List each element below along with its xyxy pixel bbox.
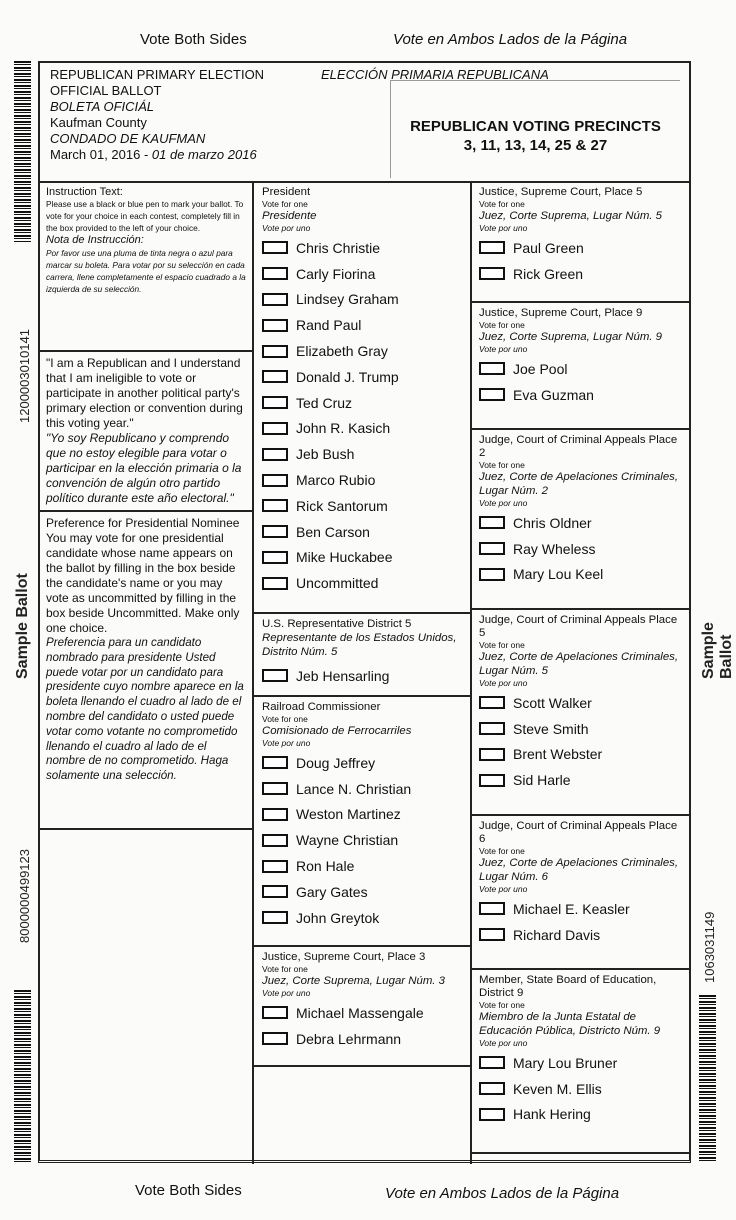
candidate-name: Rand Paul [296,317,362,334]
candidate-name: Michael Massengale [296,1004,424,1021]
vote-checkbox[interactable] [262,474,288,487]
candidate-option[interactable] [479,562,686,588]
instructions-column [40,182,254,1164]
candidate-option[interactable] [479,536,686,562]
side-number-right: 1063031149 [702,911,717,983]
candidate-option[interactable] [262,338,465,364]
race-title: Judge, Court of Criminal Appeals Place 6 [479,820,678,845]
vote-checkbox[interactable] [479,902,505,915]
vote-checkbox[interactable] [262,499,288,512]
vote-checkbox[interactable] [479,542,505,555]
candidate-option[interactable] [479,261,686,287]
candidate-option[interactable] [262,519,465,545]
candidate-name: Rick Santorum [296,497,388,514]
candidate-name: Jeb Bush [296,446,355,463]
preference-box [40,512,252,830]
candidate-option[interactable] [479,690,686,716]
vote-por: Vote por uno [262,738,311,748]
vote-por: Vote por uno [479,344,528,354]
candidate-name: Marco Rubio [296,472,376,489]
vote-por: Vote por uno [479,498,528,508]
candidate-option[interactable] [479,1102,686,1128]
candidate-option[interactable] [262,390,465,416]
candidate-name: Wayne Christian [296,832,399,849]
right-column [472,182,691,1164]
vote-checkbox[interactable] [262,551,288,564]
candidate-option[interactable] [479,767,686,793]
vote-checkbox[interactable] [479,362,505,375]
vote-checkbox[interactable] [262,756,288,769]
vote-checkbox[interactable] [262,669,288,682]
vote-por: Vote por uno [479,884,528,894]
race-supreme-court-place-5 [472,182,691,303]
header-official: OFFICIAL BALLOT [50,83,162,98]
sample-ballot-right: Sample Ballot [700,622,735,679]
race-supreme-court-place-9 [472,303,691,430]
race-title: U.S. Representative District 5 [262,618,412,630]
vote-checkbox[interactable] [262,525,288,538]
vote-por: Vote por uno [262,988,311,998]
candidate-name: Ray Wheless [513,540,596,557]
candidate-name: Ben Carson [296,523,370,540]
candidate-name: Mary Lou Keel [513,566,604,583]
vote-checkbox[interactable] [262,860,288,873]
vote-for: Vote for one [262,964,308,974]
candidate-option[interactable] [479,1076,686,1102]
candidate-option[interactable] [479,716,686,742]
vote-for: Vote for one [262,199,308,209]
vote-both-sides-top-es: Vote en Ambos Lados de la Página [393,31,628,48]
candidate-name: Hank Hering [513,1106,591,1123]
vote-checkbox[interactable] [262,345,288,358]
candidate-name: Rick Green [513,265,584,282]
race-criminal-appeals-place-6 [472,816,691,970]
vote-both-sides-bottom-es: Vote en Ambos Lados de la Página [385,1185,620,1202]
candidate-option[interactable] [262,853,465,879]
candidate-name: Keven M. Ellis [513,1080,602,1097]
candidate-option[interactable] [262,776,465,802]
vote-checkbox[interactable] [479,516,505,529]
candidate-option[interactable] [262,663,465,689]
precinct-title: REPUBLICAN VOTING PRECINCTS [410,118,661,135]
vote-for: Vote for one [479,199,525,209]
candidate-option[interactable] [479,896,686,922]
header-boleta: BOLETA OFICIÁL [50,99,155,114]
vote-checkbox[interactable] [262,808,288,821]
vote-checkbox[interactable] [262,293,288,306]
header-election: REPUBLICAN PRIMARY ELECTION [50,67,265,82]
vote-both-sides-bottom: Vote Both Sides [135,1182,242,1199]
candidate-name: Jeb Hensarling [296,667,390,684]
candidate-name: Donald J. Trump [296,368,399,385]
vote-checkbox[interactable] [479,241,505,254]
vote-checkbox[interactable] [262,422,288,435]
vote-por: Vote por uno [479,678,528,688]
vote-checkbox[interactable] [479,267,505,280]
vote-for: Vote for one [479,846,525,856]
race-president [254,182,470,614]
date-es: 01 de marzo 2016 [151,147,257,162]
vote-checkbox[interactable] [479,568,505,581]
vote-checkbox[interactable] [262,1032,288,1045]
vote-checkbox[interactable] [262,448,288,461]
candidate-name: Joe Pool [513,360,568,377]
candidate-name: Doug Jeffrey [296,754,376,771]
header-date [50,147,324,163]
candidate-name: Gary Gates [296,883,368,900]
candidate-option[interactable] [262,467,465,493]
race-title-es: Presidente [262,210,317,222]
race-title-es: Representante de los Estados Unidos, Distrito Núm. 5 [262,632,457,658]
vote-por: Vote por uno [479,1038,528,1048]
race-title: Justice, Supreme Court, Place 5 [479,186,643,198]
instruction-text: Please use a black or blue pen to mark your ballot. To vote for your choice in each contest, completely fill in the box provided to the left of your choice. [46,199,244,233]
candidate-name: Paul Green [513,239,584,256]
instruction-text-es: Por favor use una pluma de tinta negra o azul para marcar su boleta. Para votar por su selección en cada carrera, llene completamente el espacio cuadrado a la izquierda de su selección. [46,248,246,294]
candidate-option[interactable] [479,235,686,261]
candidate-name: Mike Huckabee [296,549,393,566]
vote-checkbox[interactable] [479,1108,505,1121]
candidate-option[interactable] [262,545,465,571]
vote-for: Vote for one [479,460,525,470]
sample-ballot-left: Sample Ballot [14,573,31,679]
race-state-board-education [472,970,691,1154]
candidate-name: Brent Webster [513,746,603,763]
middle-column [254,182,472,1164]
ballot-form [38,61,691,1163]
race-title-es: Comisionado de Ferrocarriles [262,725,412,737]
race-title-es: Juez, Corte Suprema, Lugar Núm. 3 [262,975,445,987]
vote-checkbox[interactable] [479,1056,505,1069]
candidate-name: Ron Hale [296,858,355,875]
candidate-option[interactable] [262,827,465,853]
candidate-name: John R. Kasich [296,420,391,437]
candidate-option[interactable] [262,416,465,442]
instruction-title: Instruction Text: [46,186,123,198]
instruction-box [40,182,252,352]
vote-for: Vote for one [262,714,308,724]
vote-checkbox[interactable] [479,774,505,787]
candidate-name: Scott Walker [513,694,592,711]
candidate-name: Sid Harle [513,772,571,789]
vote-for: Vote for one [479,640,525,650]
vote-checkbox[interactable] [479,928,505,941]
candidate-option[interactable] [262,905,465,931]
vote-checkbox[interactable] [479,748,505,761]
side-number-left-bottom: 8000000499123 [17,849,32,943]
precinct-numbers: 3, 11, 13, 14, 25 & 27 [463,137,608,154]
race-supreme-court-place-3 [254,947,470,1067]
candidate-option[interactable] [262,802,465,828]
candidate-option[interactable] [262,879,465,905]
candidate-option[interactable] [479,356,686,382]
race-title: Railroad Commissioner [262,701,381,713]
candidate-name: Eva Guzman [513,386,594,403]
preference-text-es: Preferencia para un candidato nombrado para presidente Usted puede votar por un candidato para presidente cuyo nombre aparece en la boleta llenando el cuadro al lado de el nombre del candidato o usted puede votar como votante no comprometido llenando el cuadro al lado de el nombre de no comprometido. Haga solamente una selección. [46,636,244,783]
candidate-option[interactable] [479,1050,686,1076]
vote-por: Vote por uno [262,223,311,233]
vote-for: Vote for one [479,1000,525,1010]
vote-checkbox[interactable] [479,722,505,735]
race-criminal-appeals-place-2 [472,430,691,610]
candidate-name: Carly Fiorina [296,265,376,282]
candidate-name: Chris Oldner [513,514,592,531]
vote-for: Vote for one [479,320,525,330]
race-title: President [262,186,311,198]
candidate-option[interactable] [262,1000,465,1026]
candidate-option[interactable] [262,570,465,596]
candidate-option[interactable] [262,235,465,261]
vote-checkbox[interactable] [262,782,288,795]
candidate-name: Weston Martinez [296,806,401,823]
candidate-option[interactable] [479,742,686,768]
pledge-text-es: "Yo soy Republicano y comprendo que no estoy elegible para votar o participar en la elección primaria o la convención de algún otro partido político durante este año electoral." [46,431,242,505]
race-title-es: Juez, Corte de Apelaciones Criminales, Lugar Núm. 6 [479,857,679,883]
vote-por: Vote por uno [479,223,528,233]
vote-checkbox[interactable] [262,319,288,332]
vote-checkbox[interactable] [262,241,288,254]
vote-checkbox[interactable] [262,267,288,280]
race-title: Judge, Court of Criminal Appeals Place 2 [479,434,678,459]
race-title-es: Miembro de la Junta Estatal de Educación Pública, Districto Núm. 9 [479,1011,661,1037]
race-title: Member, State Board of Education, District 9 [479,974,657,999]
candidate-option[interactable] [262,441,465,467]
candidate-option[interactable] [262,1026,465,1052]
candidate-option[interactable] [479,510,686,536]
precinct-box [390,80,680,178]
ballot-header-left [50,67,324,163]
vote-checkbox[interactable] [262,885,288,898]
header-election-es: ELECCIÓN PRIMARIA REPUBLICANA [321,67,549,82]
instruction-title-es: Nota de Instrucción: [46,234,144,246]
pledge-box [40,352,252,512]
candidate-name: Steve Smith [513,720,589,737]
race-title: Justice, Supreme Court, Place 3 [262,951,426,963]
candidate-name: John Greytok [296,909,380,926]
date-en: March 01, 2016 - [50,147,152,162]
barcode-bottom-right [699,995,716,1162]
race-title: Justice, Supreme Court, Place 9 [479,307,643,319]
barcode-bottom-left [14,990,31,1164]
race-title-es: Juez, Corte de Apelaciones Criminales, Lugar Núm. 2 [479,471,679,497]
candidate-name: Elizabeth Gray [296,343,388,360]
candidate-option[interactable] [262,261,465,287]
race-criminal-appeals-place-5 [472,610,691,816]
race-title-es: Juez, Corte Suprema, Lugar Núm. 5 [479,210,662,222]
vote-checkbox[interactable] [262,834,288,847]
candidate-name: Chris Christie [296,239,381,256]
header-county: Kaufman County [50,115,147,130]
candidate-name: Lance N. Christian [296,780,412,797]
vote-checkbox[interactable] [479,1082,505,1095]
vote-checkbox[interactable] [479,696,505,709]
barcode-top-left [14,61,31,242]
header-condado: CONDADO DE KAUFMAN [50,131,206,146]
candidate-name: Uncommitted [296,575,379,592]
candidate-name: Ted Cruz [296,394,353,411]
candidate-name: Michael E. Keasler [513,900,630,917]
race-us-representative [254,614,470,697]
vote-checkbox[interactable] [262,1006,288,1019]
vote-checkbox[interactable] [479,388,505,401]
vote-checkbox[interactable] [262,396,288,409]
vote-checkbox[interactable] [262,911,288,924]
candidate-option[interactable] [479,922,686,948]
candidate-name: Richard Davis [513,926,601,943]
candidate-option[interactable] [262,493,465,519]
candidate-option[interactable] [479,382,686,408]
race-title-es: Juez, Corte Suprema, Lugar Núm. 9 [479,331,662,343]
candidate-option[interactable] [262,364,465,390]
side-number-left-top: 1200003010141 [17,329,32,423]
preference-text: Preference for Presidential Nominee You may vote for one presidential candidate whose name appears on the ballot by filling in the box beside the candidate's name or you may vote as uncommitted by filling in the box beside Uncommitted. Make only one choice. [46,516,240,635]
candidate-name: Debra Lehrmann [296,1030,402,1047]
candidate-option[interactable] [262,287,465,313]
vote-both-sides-top: Vote Both Sides [140,31,247,48]
vote-checkbox[interactable] [262,577,288,590]
race-title: Judge, Court of Criminal Appeals Place 5 [479,614,678,639]
race-title-es: Juez, Corte de Apelaciones Criminales, Lugar Núm. 5 [479,651,679,677]
candidate-option[interactable] [262,750,465,776]
pledge-text: "I am a Republican and I understand that I am ineligible to vote or participate in another political party's primary election or convention during this voting year." [46,356,243,430]
candidate-option[interactable] [262,312,465,338]
vote-checkbox[interactable] [262,370,288,383]
candidate-name: Lindsey Graham [296,291,399,308]
candidate-name: Mary Lou Bruner [513,1054,618,1071]
race-railroad-commissioner [254,697,470,947]
